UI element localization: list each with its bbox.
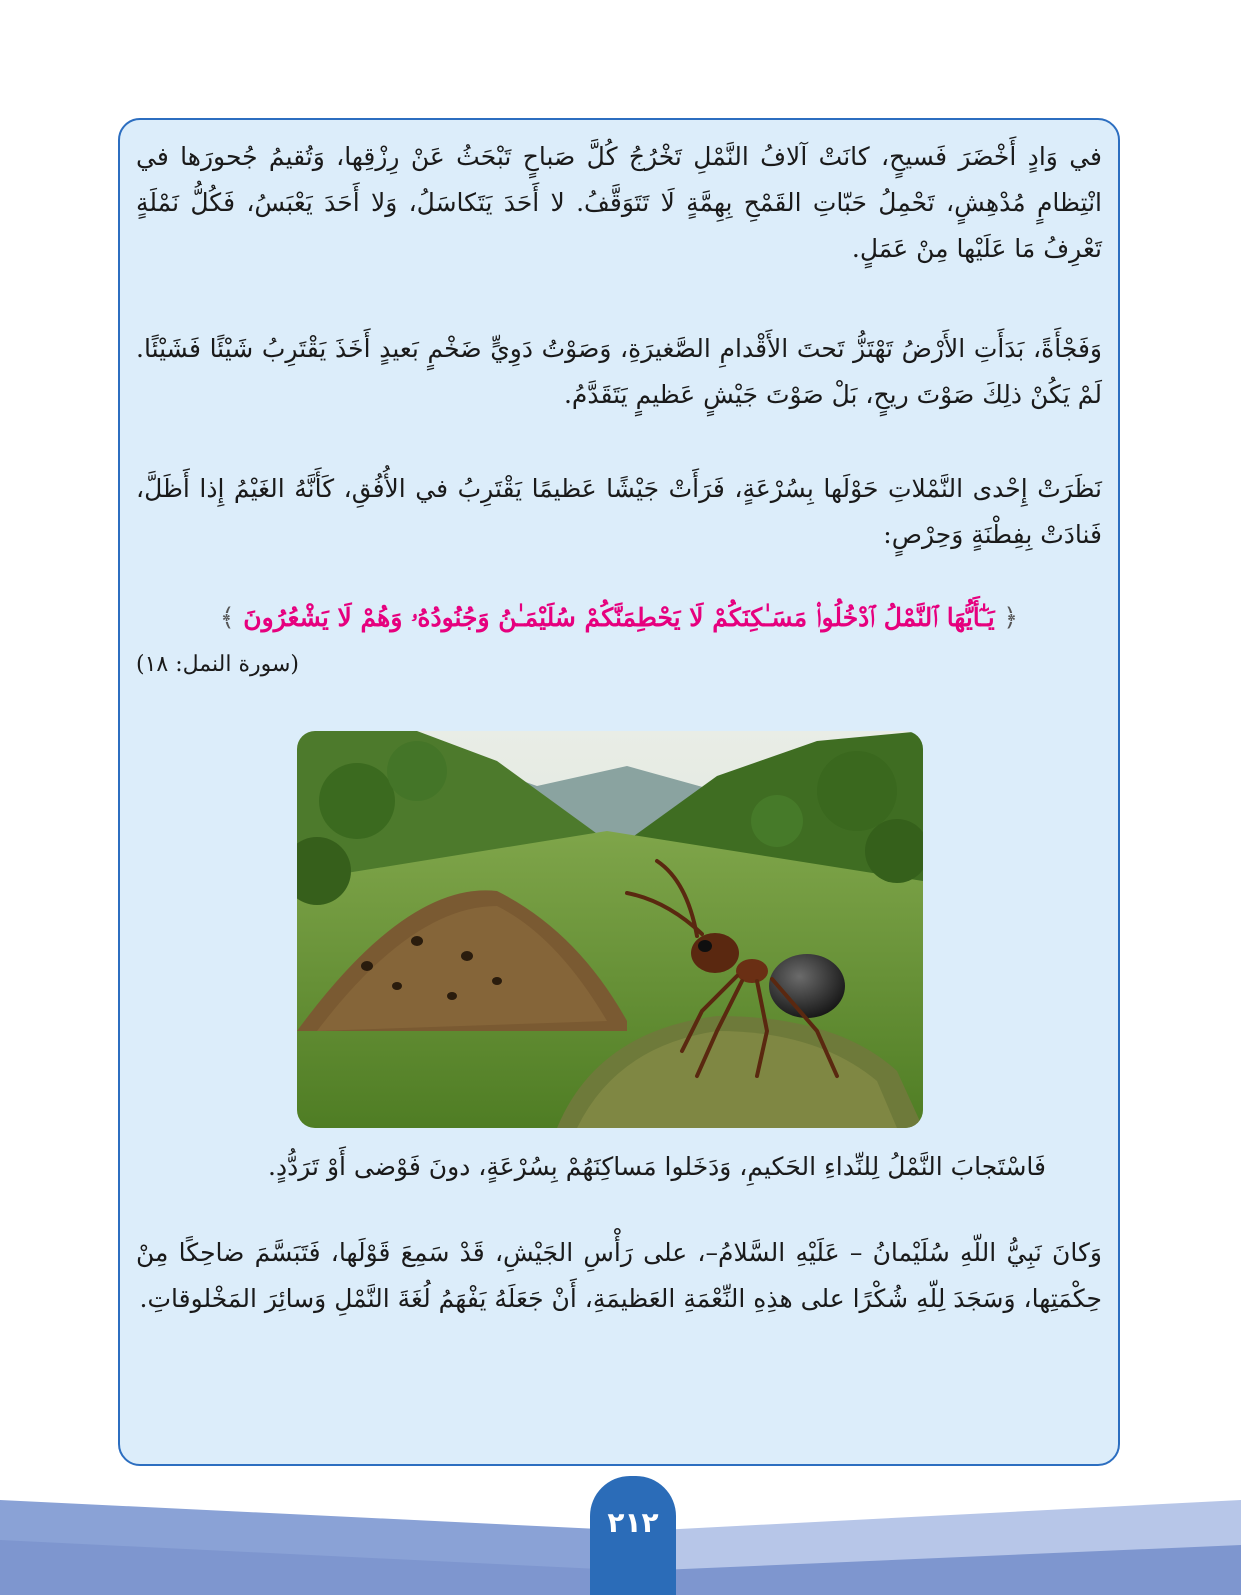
page-number: ٢١٢	[607, 1506, 659, 1539]
quran-verse	[136, 598, 1102, 638]
verse-text: يَـٰٓأَيُّهَا ٱلنَّمْلُ ٱدْخُلُوا۟ مَسَـٰكِنَكُمْ لَا يَحْطِمَنَّكُمْ سُلَيْمَـٰنُ وَجُنُودُهُۥ وَهُمْ لَا يَشْعُرُونَ	[243, 603, 995, 632]
verse-open-bracket: ﴿	[1003, 603, 1019, 632]
story-paragraph-1: في وَادٍ أَخْضَرَ فَسيحٍ، كانَتْ آلافُ النَّمْلِ تَخْرُجُ كُلَّ صَباحٍ تَبْحَثُ عَنْ رِزْقِها، وَتُقيمُ جُحورَها في انْتِظامٍ مُدْهِشٍ، تَحْمِلُ حَبّاتِ القَمْحِ بِهِمَّةٍ لَا تَتَوَقَّفُ. لا أَحَدَ يَتَكاسَلُ، وَلا أَحَدَ يَعْبَسُ، فَكُلُّ نَمْلَةٍ تَعْرِفُ مَا عَلَيْها مِنْ عَمَلٍ.	[136, 142, 1102, 263]
story-paragraph-5: وَكانَ نَبِيُّ اللّهِ سُلَيْمانُ – عَلَيْهِ السَّلامُ–، على رَأْسِ الجَيْشِ، قَدْ سَمِعَ قَوْلَها، فَتَبَسَّمَ ضاحِكًا مِنْ حِكْمَتِها، وَسَجَدَ لِلّهِ شُكْرًا على هذِهِ النِّعْمَةِ العَظيمَةِ، أَنْ جَعَلَهُ يَفْهَمُ لُغَةَ النَّمْلِ وَسائِرَ المَخْلوقاتِ.	[136, 1238, 1102, 1313]
story-paragraph-4: فَاسْتَجابَ النَّمْلُ لِلنِّداءِ الحَكيمِ، وَدَخَلوا مَساكِنَهُمْ بِسُرْعَةٍ، دونَ فَوْضى أَوْ تَرَدُّدٍ.	[268, 1152, 1046, 1181]
verse-close-bracket: ﴾	[219, 603, 235, 632]
story-box	[118, 118, 1120, 1466]
ant-valley-illustration	[297, 731, 923, 1128]
story-paragraph-3: نَظَرَتْ إِحْدى النَّمْلاتِ حَوْلَها بِسُرْعَةٍ، فَرَأَتْ جَيْشًا عَظيمًا يَقْتَرِبُ في الأُفُقِ، كَأَنَّهُ الغَيْمُ إِذا أَظَلَّ، فَنادَتْ بِفِطْنَةٍ وَحِرْصٍ:	[136, 474, 1102, 549]
verse-reference: (سورة النمل: ١٨)	[136, 652, 299, 677]
story-paragraph-2: وَفَجْأَةً، بَدَأَتِ الأَرْضُ تَهْتَزُّ تَحتَ الأَقْدامِ الصَّغيرَةِ، وَصَوْتُ دَوِيٍّ ضَخْمٍ بَعيدٍ أَخَذَ يَقْتَرِبُ شَيْئًا فَشَيْئًا. لَمْ يَكُنْ ذلِكَ صَوْتَ ريحٍ، بَلْ صَوْتَ جَيْشٍ عَظيمٍ يَتَقَدَّمُ.	[136, 334, 1102, 409]
